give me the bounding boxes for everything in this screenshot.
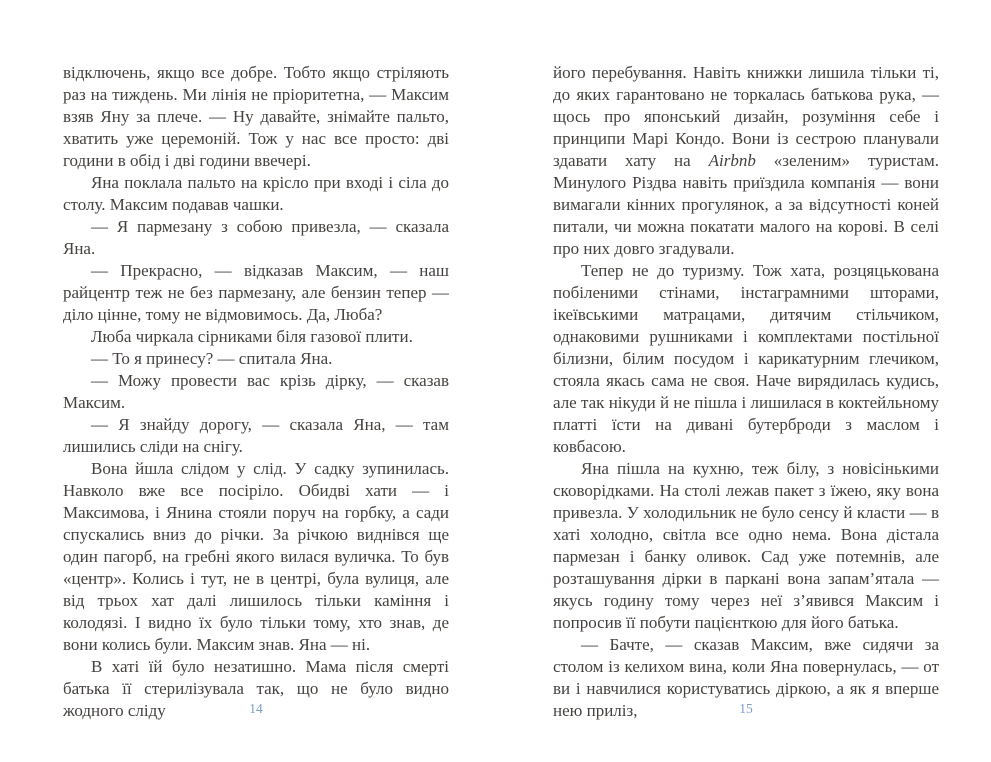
paragraph (63, 172, 449, 216)
paragraph (63, 326, 449, 348)
body-text: Яна поклала пальто на крісло при вході і сіла до столу. Максим подавав чашки. (63, 173, 449, 214)
body-text: — То я принесу? — спитала Яна. (91, 349, 333, 368)
body-text: Тепер не до туризму. Тож хата, розцяцькована побіленими стінами, інстаграмними шторами, ікеївськими матрацами, дитячим стільчиком, однаковими рушниками і комплектами постільної білизни, білим посудом і карикатурним глечиком, стояла якась сама не своя. Наче вирядилась кудись, але так нікуди й не пішла і лишилася в коктейльному платті їсти на дивані бутерброди з маслом і ковбасою. (553, 261, 939, 456)
body-text: Яна пішла на кухню, теж білу, з новісінькими сковорідками. На столі лежав пакет з їжею, яку вона привезла. У холодильник не було сенсу й класти — в хаті холодно, світла все одно нема. Вона дістала пармезан і банку оливок. Сад уже потемнів, але розташування дірки в паркані вона запам’ятала — якусь годину тому через неї з’явився Максим і попросив її побути пацієнткою для його батька. (553, 459, 939, 632)
page-number-left: 14 (249, 701, 263, 716)
body-text: — Прекрасно, — відказав Максим, — наш райцентр теж не без пармезану, але бензин тепер — діло цінне, тому не відмовимось. Да, Люба? (63, 261, 449, 324)
body-text: його перебування. Навіть книжки лишила тільки ті, до яких гарантовано не торкалась батькова рука, — щось про японський дизайн, розуміння себе і принципи Марі Кондо. Вони із сестрою планували здавати хату на (553, 63, 939, 170)
paragraph (553, 260, 939, 458)
paragraph (63, 62, 449, 172)
page-left-text (63, 62, 449, 722)
paragraph (63, 348, 449, 370)
paragraph (63, 370, 449, 414)
body-text: «зеленим» туристам. Минулого Різдва навіть приїздила компанія — вони вимагали кінних прогулянок, а за відсутності коней питали, чи можна покатати малого на корові. В селі про них довго згадували. (553, 151, 939, 258)
paragraph (63, 260, 449, 326)
paragraph (553, 458, 939, 634)
body-text: відключень, якщо все добре. Тобто якщо стріляють раз на тиждень. Ми лінія не пріоритетна, — Максим взяв Яну за плече. — Ну давайте, знімайте пальто, хватить уже церемоній. Тож у нас все просто: дві години в обід і дві години ввечері. (63, 63, 449, 170)
body-text: — Я знайду дорогу, — сказала Яна, — там лишились сліди на снігу. (63, 415, 449, 456)
body-text: В хаті їй було незатишно. Мама після смерті батька її стерилізувала так, що не було видно жодного сліду (63, 657, 449, 720)
paragraph (63, 458, 449, 656)
body-text: Вона йшла слідом у слід. У садку зупинилась. Навколо вже все посіріло. Обидві хати — і Максимова, і Янина стояли поруч на горбку, а сади спускались вниз до річки. За річкою виднівся ще один пагорб, на гребні якого вилася вуличка. То був «центр». Колись і тут, не в центрі, була вулиця, але від трьох хат далі лишилось тільки каміння і колодязі. І видно їх було тільки тому, хто знав, де вони колись були. Максим знав. Яна — ні. (63, 459, 449, 654)
body-text: — Бачте, — сказав Максим, вже сидячи за столом із келихом вина, коли Яна повернулась, — от ви і навчилися користуватись діркою, а як я вперше нею приліз, (553, 635, 939, 720)
italic-text: Airbnb (708, 151, 756, 170)
body-text: — Я пармезану з собою привезла, — сказала Яна. (63, 217, 449, 258)
page-right-text (553, 62, 939, 722)
page-number-right: 15 (739, 701, 753, 716)
paragraph (553, 62, 939, 260)
paragraph (63, 216, 449, 260)
body-text: Люба чиркала сірниками біля газової плити. (91, 327, 413, 346)
body-text: — Можу провести вас крізь дірку, — сказав Максим. (63, 371, 449, 412)
paragraph (63, 414, 449, 458)
